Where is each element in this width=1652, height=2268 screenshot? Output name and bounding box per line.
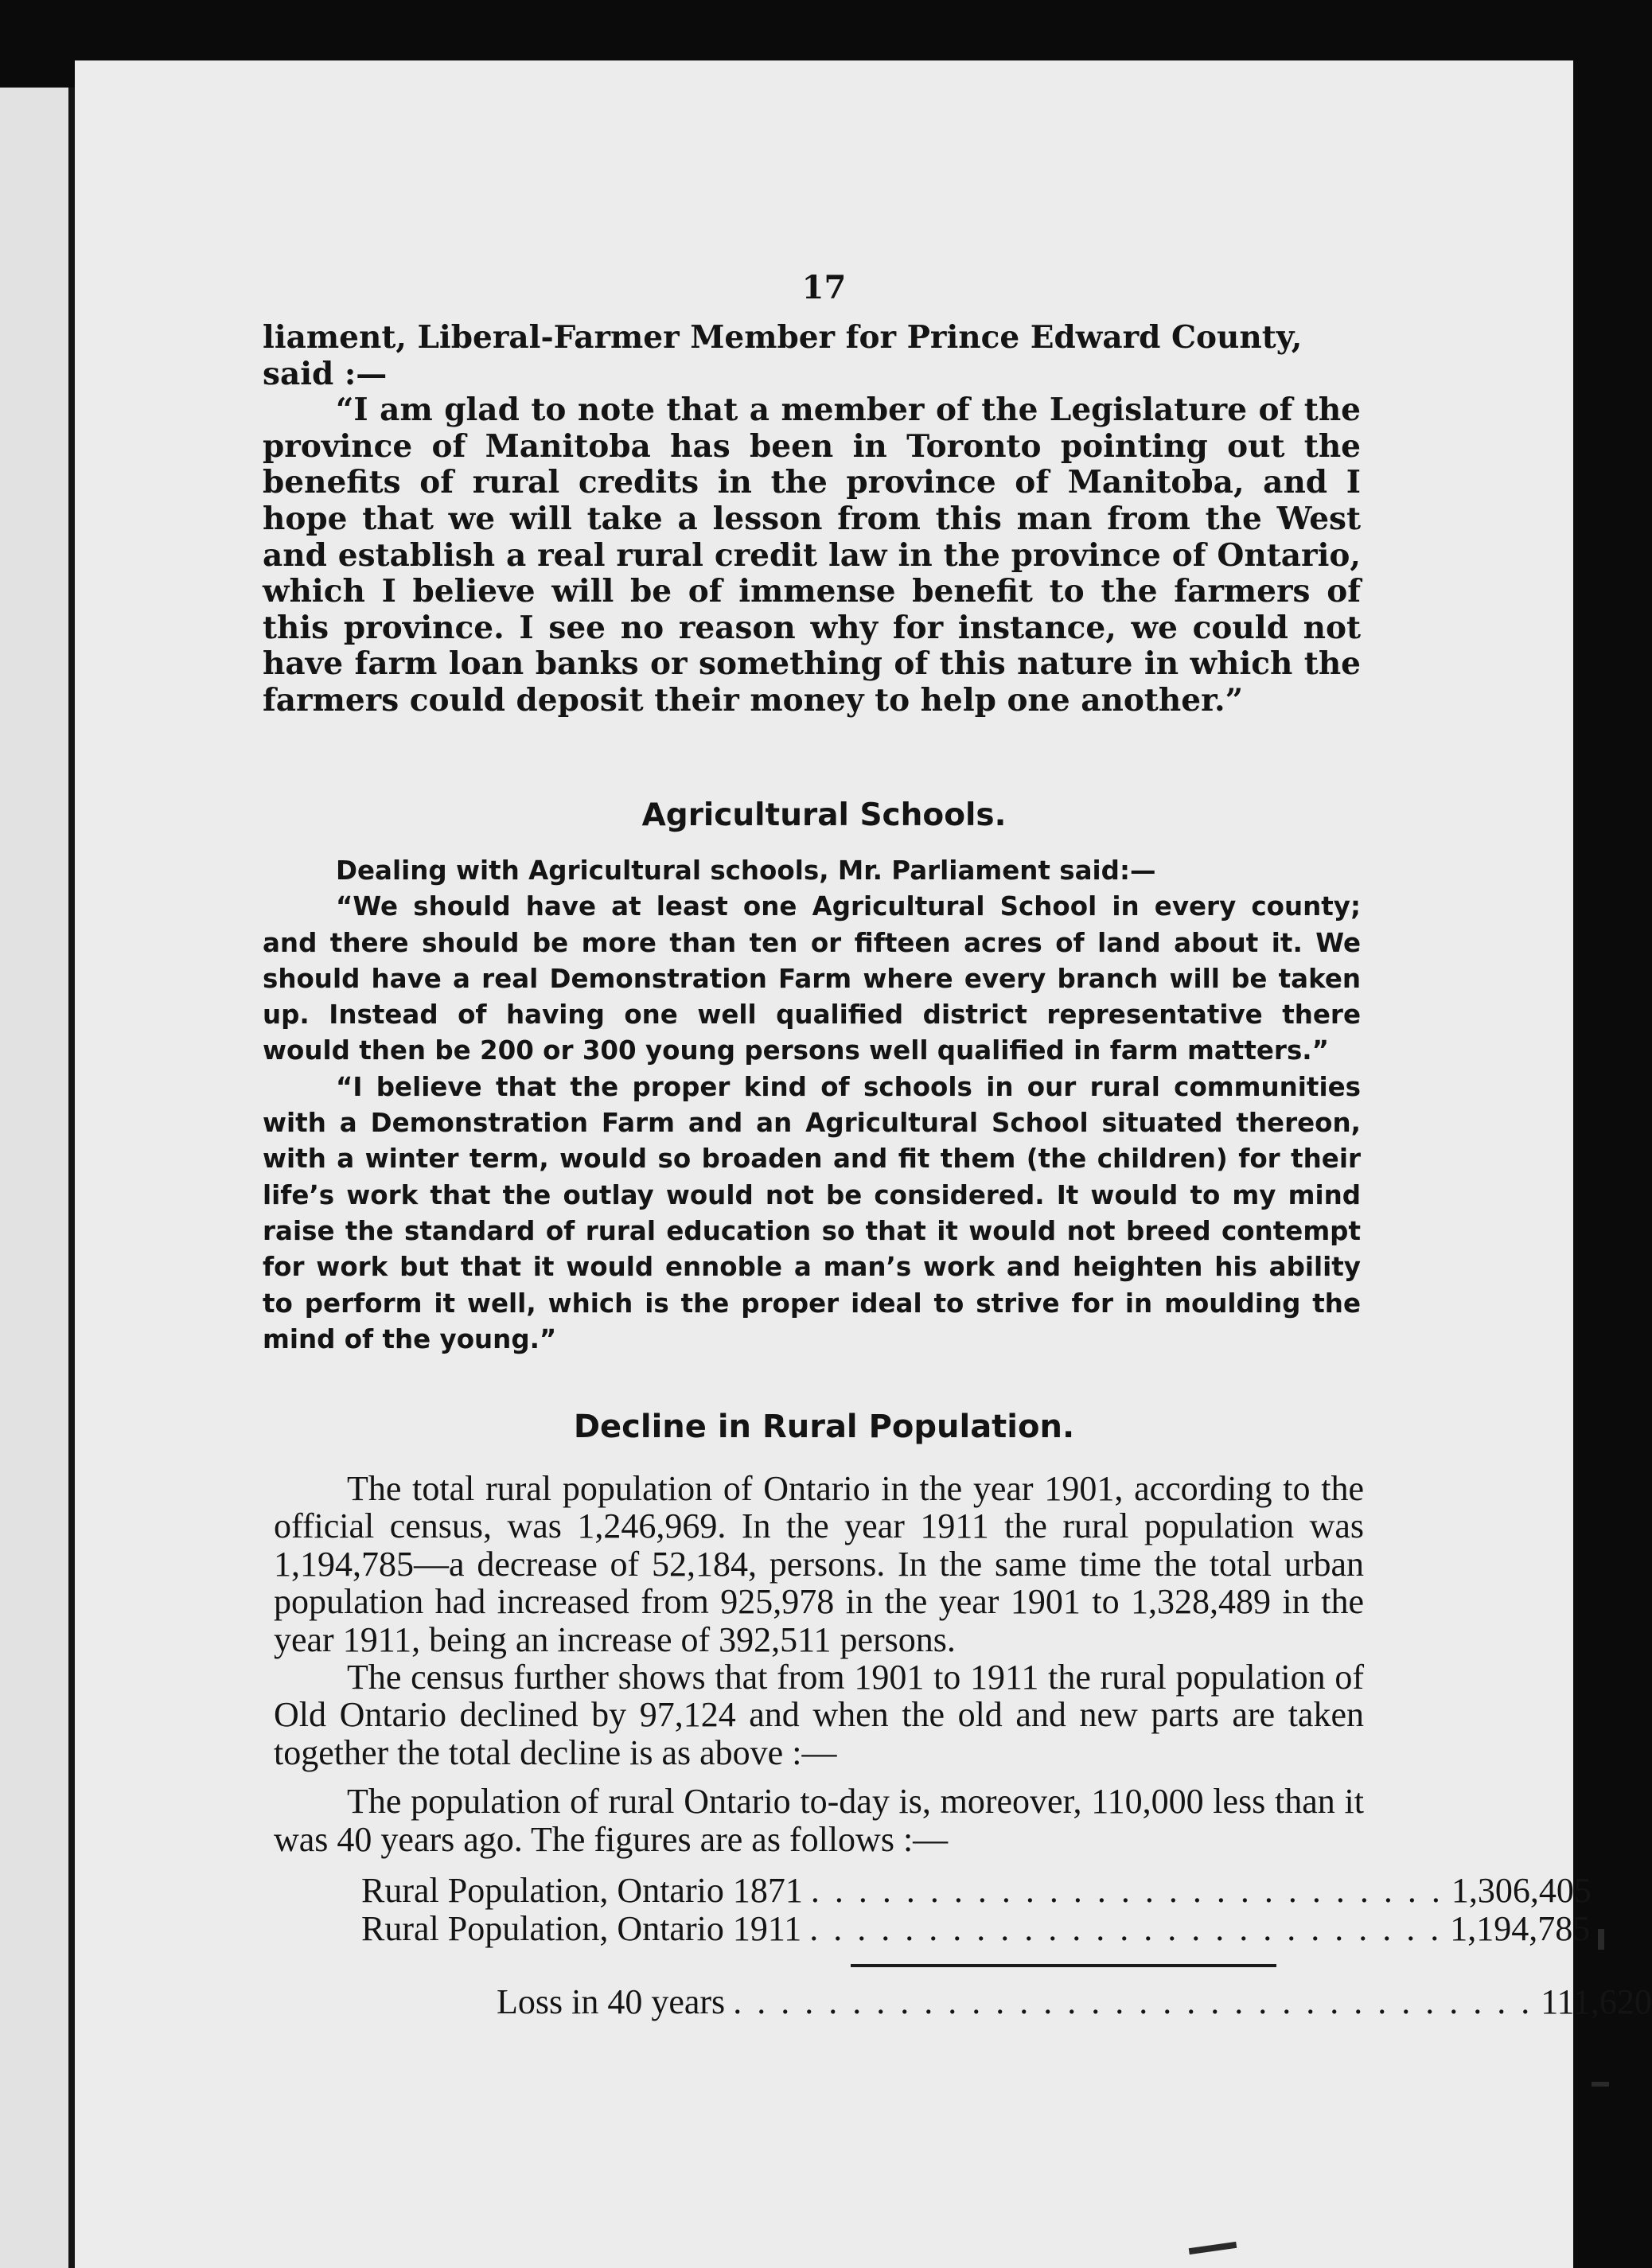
legislature-quote: “I am glad to note that a member of the Legislature of the province of Manitoba has been in Toronto pointing out the benefits of rural credits in the province of Manitoba, and I hope that we will take a lesson from this man from the West and establish a real rural credit law in the province of Ontario, which I believe will be of immense benefit to the farmers of this province. I see no reason why for instance, we could not have farm loan banks or something of this nature in which the farmers could deposit their money to help one another.” bbox=[263, 392, 1361, 719]
scan-mark bbox=[1598, 1929, 1604, 1950]
loss-label: Loss in 40 years bbox=[497, 1982, 726, 2021]
leader-dots: . . . . . . . . . . . . . . . . . . . . . . . . . . . bbox=[810, 1871, 1444, 1910]
agri-intro: Dealing with Agricultural schools, Mr. Parliament said:— bbox=[336, 855, 1156, 886]
figure-label: Rural Population, Ontario 1911 bbox=[361, 1909, 802, 1948]
decline-heading: Decline in Rural Population. bbox=[573, 1409, 1075, 1445]
figure-row-1911 bbox=[361, 1908, 1591, 1949]
figure-row-1871 bbox=[361, 1870, 1592, 1911]
intro-line-2: said :— bbox=[263, 355, 388, 392]
decline-para-3: The population of rural Ontario to-day is, moreover, 110,000 less than it was 40 years ago. The figures are as follows :— bbox=[274, 1782, 1364, 1859]
scan-mark bbox=[1592, 2082, 1609, 2087]
figure-label: Rural Population, Ontario 1871 bbox=[361, 1871, 803, 1910]
decline-para-2: The census further shows that from 1901 to 1911 the rural population of Old Ontario declined by 97,124 and when the old and new parts are taken together the total decline is as above :— bbox=[274, 1658, 1364, 1772]
previous-page-edge bbox=[0, 88, 68, 2268]
decline-block bbox=[274, 1470, 1364, 1858]
figure-value: 1,306,405 bbox=[1451, 1871, 1592, 1910]
leader-dots: . . . . . . . . . . . . . . . . . . . . . . . . . . . bbox=[809, 1909, 1443, 1948]
scan-mark bbox=[1189, 2242, 1237, 2254]
agricultural-schools-block bbox=[263, 853, 1361, 1358]
loss-value: 111,620 bbox=[1541, 1982, 1652, 2021]
total-rule bbox=[851, 1964, 1276, 1967]
intro-line-1: liament, Liberal-Farmer Member for Prince Edward County, bbox=[263, 319, 1303, 356]
agri-quote-1: “We should have at least one Agricultural School in every county; and there should be more than ten or fifteen acres of land about it. We should have a real Demonstration Farm where every branch will be taken up. Instead of having one well qualified district representative there would then be 200 or 300 young persons well qualified in farm matters.” bbox=[263, 891, 1361, 1066]
loss-row bbox=[497, 1982, 1652, 2022]
book-gutter bbox=[68, 88, 75, 2268]
decline-para-1: The total rural population of Ontario in the year 1901, according to the official census, was 1,246,969. In the year 1911 the rural population was 1,194,785—a decrease of 52,184, persons. In the same time the total urban population had increased from 925,978 in the year 1901 to 1,328,489 in the year 1911, being an increase of 392,511 persons. bbox=[274, 1469, 1364, 1659]
agricultural-schools-heading: Agricultural Schools. bbox=[641, 797, 1007, 833]
page-number: 17 bbox=[801, 269, 847, 306]
opening-block bbox=[263, 320, 1361, 719]
document-page bbox=[75, 60, 1652, 2268]
figure-value: 1,194,785 bbox=[1450, 1909, 1591, 1948]
leader-dots: . . . . . . . . . . . . . . . . . . . . . . . . . . . . . . . . . . bbox=[733, 1982, 1533, 2021]
agri-quote-2: “I believe that the proper kind of schools in our rural communities with a Demonstration Farm and an Agricultural School situated thereon, with a winter term, would so broaden and fit them (the children) for their life’s work that the outlay would not be considered. It would to my mind raise the standard of rural education so that it would not breed contempt for work but that it would ennoble a man’s work and heighten his ability to perform it well, which is the proper ideal to strive for in moulding the mind of the young.” bbox=[263, 1071, 1361, 1354]
